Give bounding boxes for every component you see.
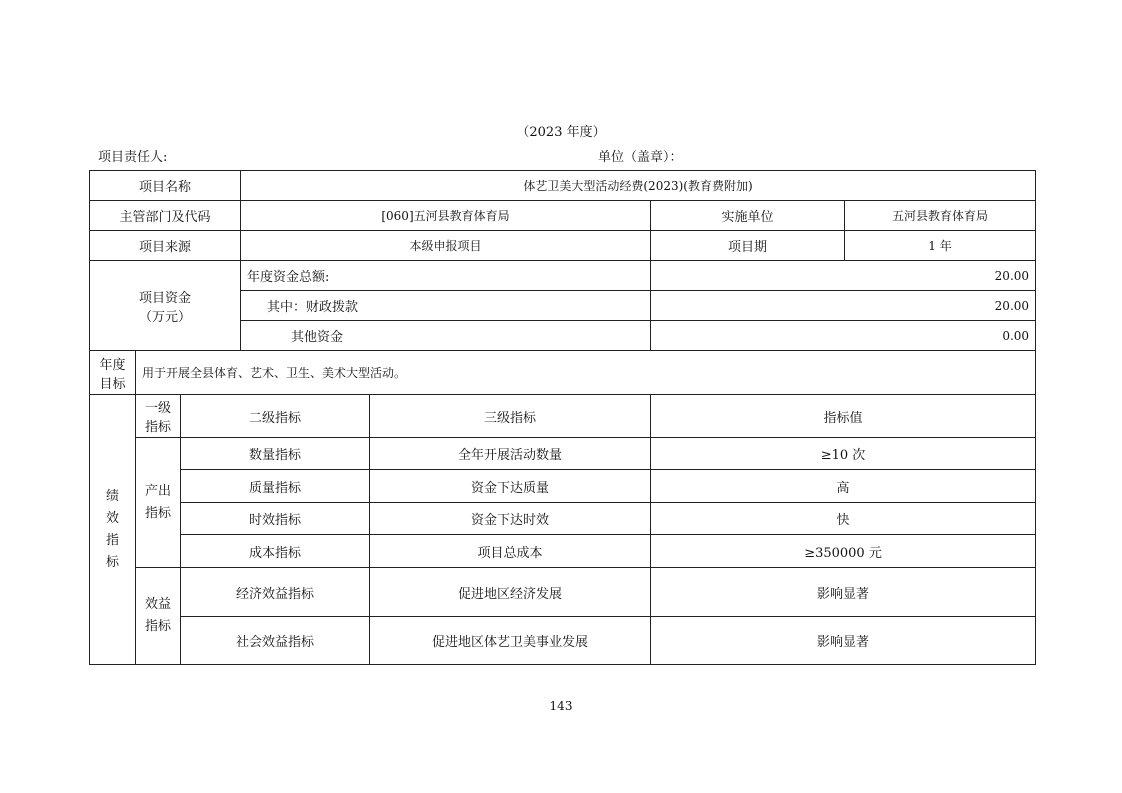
output-1-value: ≥10 次 (651, 438, 1036, 470)
table-row (90, 617, 1036, 665)
row-indicator-header (90, 395, 1036, 438)
benefit-1-level2: 经济效益指标 (181, 568, 370, 617)
row-annual-goal (90, 351, 1036, 395)
perf-char-4: 标 (105, 554, 119, 570)
perf-char-3: 指 (105, 532, 119, 548)
output-1-level3: 全年开展活动数量 (370, 438, 651, 470)
benefit-group-line2: 指标 (144, 619, 171, 634)
dept-label: 主管部门及代码 (90, 201, 241, 231)
benefit-1-value: 影响显著 (651, 568, 1036, 617)
funds-other-value: 0.00 (651, 321, 1036, 351)
output-2-level2: 质量指标 (181, 470, 370, 503)
goal-label-line1: 年度 (99, 357, 126, 373)
level3-header: 三级指标 (370, 395, 651, 438)
period-value: 1 年 (845, 231, 1036, 261)
impl-unit-label: 实施单位 (651, 201, 845, 231)
output-4-level2: 成本指标 (181, 535, 370, 568)
level1-header-line1: 一级 (144, 401, 171, 416)
period-label: 项目期 (651, 231, 845, 261)
row-funds-total (90, 261, 1036, 291)
output-3-level3: 资金下达时效 (370, 503, 651, 535)
project-name-label: 项目名称 (90, 171, 241, 201)
funds-total-label: 年度资金总额: (241, 261, 651, 291)
benefit-2-level3: 促进地区体艺卫美事业发展 (370, 617, 651, 665)
table-row (90, 568, 1036, 617)
output-group-line2: 指标 (144, 505, 171, 521)
output-3-level2: 时效指标 (181, 503, 370, 535)
output-4-level3: 项目总成本 (370, 535, 651, 568)
perf-char-2: 效 (105, 510, 119, 526)
page-number: 143 (549, 699, 573, 713)
table-row (90, 438, 1036, 470)
funds-label-line1: 项目资金 (138, 290, 191, 306)
perf-char-1: 绩 (105, 488, 119, 504)
project-name-value: 体艺卫美大型活动经费(2023)(教育费附加) (241, 171, 1036, 201)
source-value: 本级申报项目 (241, 231, 651, 261)
responsible-person-label: 项目责任人: (98, 150, 168, 165)
goal-text: 用于开展全县体育、艺术、卫生、美术大型活动。 (136, 351, 1036, 395)
level2-header: 二级指标 (181, 395, 370, 438)
dept-value: [060]五河县教育体育局 (241, 201, 651, 231)
goal-label (90, 351, 136, 395)
funds-total-value: 20.00 (651, 261, 1036, 291)
perf-indicator-label (90, 395, 136, 665)
unit-seal-label: 单位（盖章）： (598, 150, 683, 165)
benefit-2-level2: 社会效益指标 (181, 617, 370, 665)
row-source (90, 231, 1036, 261)
funds-fiscal-label: 其中：财政拨款 (241, 291, 651, 321)
output-1-level2: 数量指标 (181, 438, 370, 470)
level1-header (136, 395, 181, 438)
output-3-value: 快 (651, 503, 1036, 535)
table-row (90, 535, 1036, 568)
row-project-name (90, 171, 1036, 201)
funds-label (90, 261, 241, 351)
output-group-line1: 产出 (144, 483, 171, 499)
level1-header-line2: 指标 (144, 420, 171, 435)
benefit-2-value: 影响显著 (651, 617, 1036, 665)
value-header: 指标值 (651, 395, 1036, 438)
source-label: 项目来源 (90, 231, 241, 261)
benefit-group-label (136, 568, 181, 665)
table-row (90, 503, 1036, 535)
benefit-group-line1: 效益 (144, 597, 171, 612)
output-group-label (136, 438, 181, 568)
output-2-level3: 资金下达质量 (370, 470, 651, 503)
funds-fiscal-value: 20.00 (651, 291, 1036, 321)
row-department (90, 201, 1036, 231)
performance-target-table (89, 170, 1036, 665)
benefit-1-level3: 促进地区经济发展 (370, 568, 651, 617)
funds-other-label: 其他资金 (241, 321, 651, 351)
funds-label-line2: （万元） (138, 309, 191, 325)
year-line: （2023 年度） (516, 125, 606, 140)
output-4-value: ≥350000 元 (651, 535, 1036, 568)
impl-unit-value: 五河县教育体育局 (845, 201, 1036, 231)
table-row (90, 470, 1036, 503)
output-2-value: 高 (651, 470, 1036, 503)
goal-label-line2: 目标 (99, 376, 126, 392)
